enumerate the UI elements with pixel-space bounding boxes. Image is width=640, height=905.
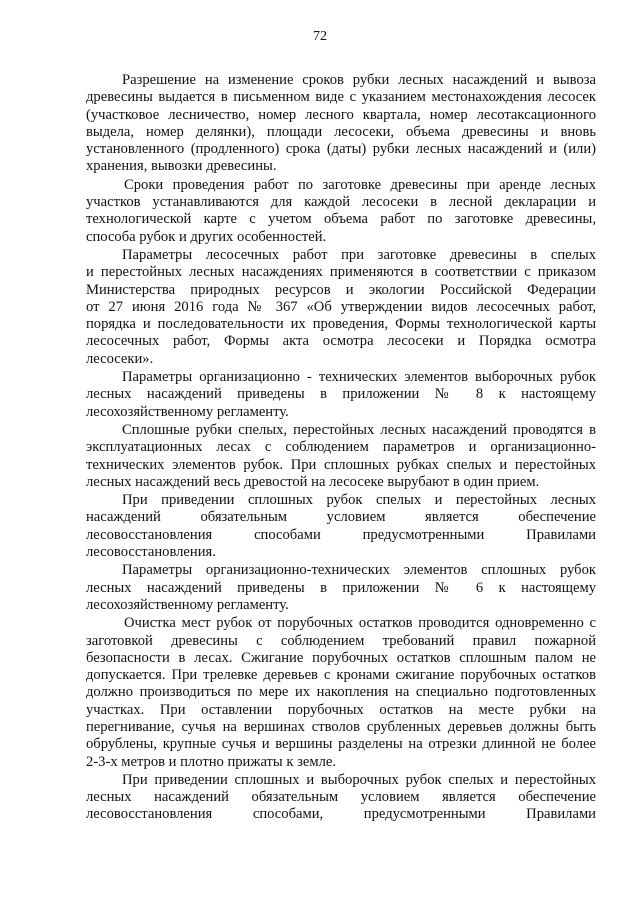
text-line: Разрешение на изменение сроков рубки лесных насаждений и вывоза: [122, 72, 596, 88]
text-line: лесосеки».: [86, 350, 154, 367]
paragraph: [86, 772, 596, 824]
paragraph: [86, 562, 596, 614]
text-line: Параметры лесосечных работ при заготовке древесины в спелых: [122, 246, 596, 263]
text-line: При приведении сплошных рубок спелых и перестойных лесных: [122, 492, 596, 509]
text-line: перегнивание, сучья на вершинах стволов срубленных деревьев должны быть: [86, 718, 596, 735]
text-line: насаждений обязательным условием является обеспечение: [86, 509, 596, 526]
text-line: допускается. При трелевке деревьев с кронами сжигание порубочных остатков: [86, 667, 596, 684]
text-line: и перестойных лесных насаждениях применяются в соответствии с приказом: [86, 264, 596, 281]
text-line: древесины выдается в письменном виде с указанием местонахождения лесосек: [86, 89, 596, 106]
paragraph: [86, 492, 596, 561]
text-line: безопасности в лесах. Сжигание порубочных остатков сплошным палом не: [86, 649, 596, 666]
text-line: лесных насаждений весь древостой на лесосеке вырубают в один прием.: [86, 473, 540, 490]
text-line: обрублены, крупные сучья и вершины разделены на отрезки длинной не более: [86, 736, 596, 753]
text-line: должно производиться по мере их накопления на специально подготовленных: [86, 684, 596, 701]
text-line: выдела, номер делянки), площади лесосеки, объема древесины и вновь: [86, 123, 596, 140]
paragraph: [86, 369, 596, 421]
text-line: При приведении сплошных и выборочных рубок спелых и перестойных: [122, 771, 596, 788]
paragraph: [86, 615, 596, 771]
text-line: 2-3-х метров и плотно прижаты к земле.: [86, 753, 337, 770]
text-line: порядка и последовательности их проведения, Формы технологической карты: [86, 316, 596, 333]
text-line: технических элементов рубок. При сплошных рубках спелых и перестойных: [86, 456, 596, 473]
text-line: лесовосстановления способами предусмотренными Правилами: [86, 526, 596, 543]
text-line: хранения, вывозки древесины.: [86, 158, 277, 175]
text-line: лесохозяйственному регламенту.: [86, 403, 289, 420]
text-line: заготовкой древесины с соблюдением требований правил пожарной: [86, 632, 596, 649]
paragraph: [86, 177, 596, 246]
text-line: лесных насаждений приведены в приложении № 8 к настоящему: [86, 386, 596, 403]
text-line: участков устанавливаются для каждой лесосеки в лесной декларации и: [86, 194, 596, 211]
paragraph: [86, 247, 596, 368]
text-line: Сплошные рубки спелых, перестойных лесных насаждений проводятся в: [122, 421, 596, 438]
text-line: Министерства природных ресурсов и экологии Российской Федерации: [86, 281, 596, 298]
text-line: Очистка мест рубок от порубочных остатков проводится одновременно с: [124, 615, 596, 632]
text-line: лесных насаждений обязательным условием является обеспечение: [86, 789, 596, 806]
text-line: лесных насаждений приведены в приложении № 6 к настоящему: [86, 579, 596, 596]
text-line: (участковое лесничество, номер лесного квартала, номер лесотаксационного: [86, 106, 596, 123]
text-line: технологической карте с учетом объема работ по заготовке древесины,: [86, 211, 596, 228]
text-line: лесохозяйственному регламенту.: [86, 596, 289, 613]
text-line: установленного (продленного) срока (даты) рубки лесных насаждений и (или): [86, 141, 596, 158]
text-line: способа рубок и других особенностей.: [86, 228, 327, 245]
text-line: участках. При оставлении порубочных остатков на месте рубки на: [86, 701, 596, 718]
text-line: Параметры организационно-технических элементов сплошных рубок: [122, 562, 596, 579]
text-line: от 27 июня 2016 года № 367 «Об утверждении видов лесосечных работ,: [86, 298, 596, 315]
text-line: Параметры организационно - технических элементов выборочных рубок: [122, 369, 596, 386]
text-line: лесосечных работ, Формы акта осмотра лесосеки и Порядка осмотра: [86, 333, 596, 350]
text-line: лесовосстановления способами, предусмотренными Правилами: [86, 806, 596, 823]
text-line: Сроки проведения работ по заготовке древесины при аренде лесных: [124, 176, 596, 193]
document-body: [86, 72, 596, 825]
page-number: 72: [313, 29, 327, 44]
paragraph: [86, 72, 596, 176]
text-line: лесовосстановления.: [86, 544, 216, 561]
paragraph: [86, 422, 596, 491]
text-line: эксплуатационных лесах с соблюдением параметров и организационно-: [86, 439, 596, 456]
